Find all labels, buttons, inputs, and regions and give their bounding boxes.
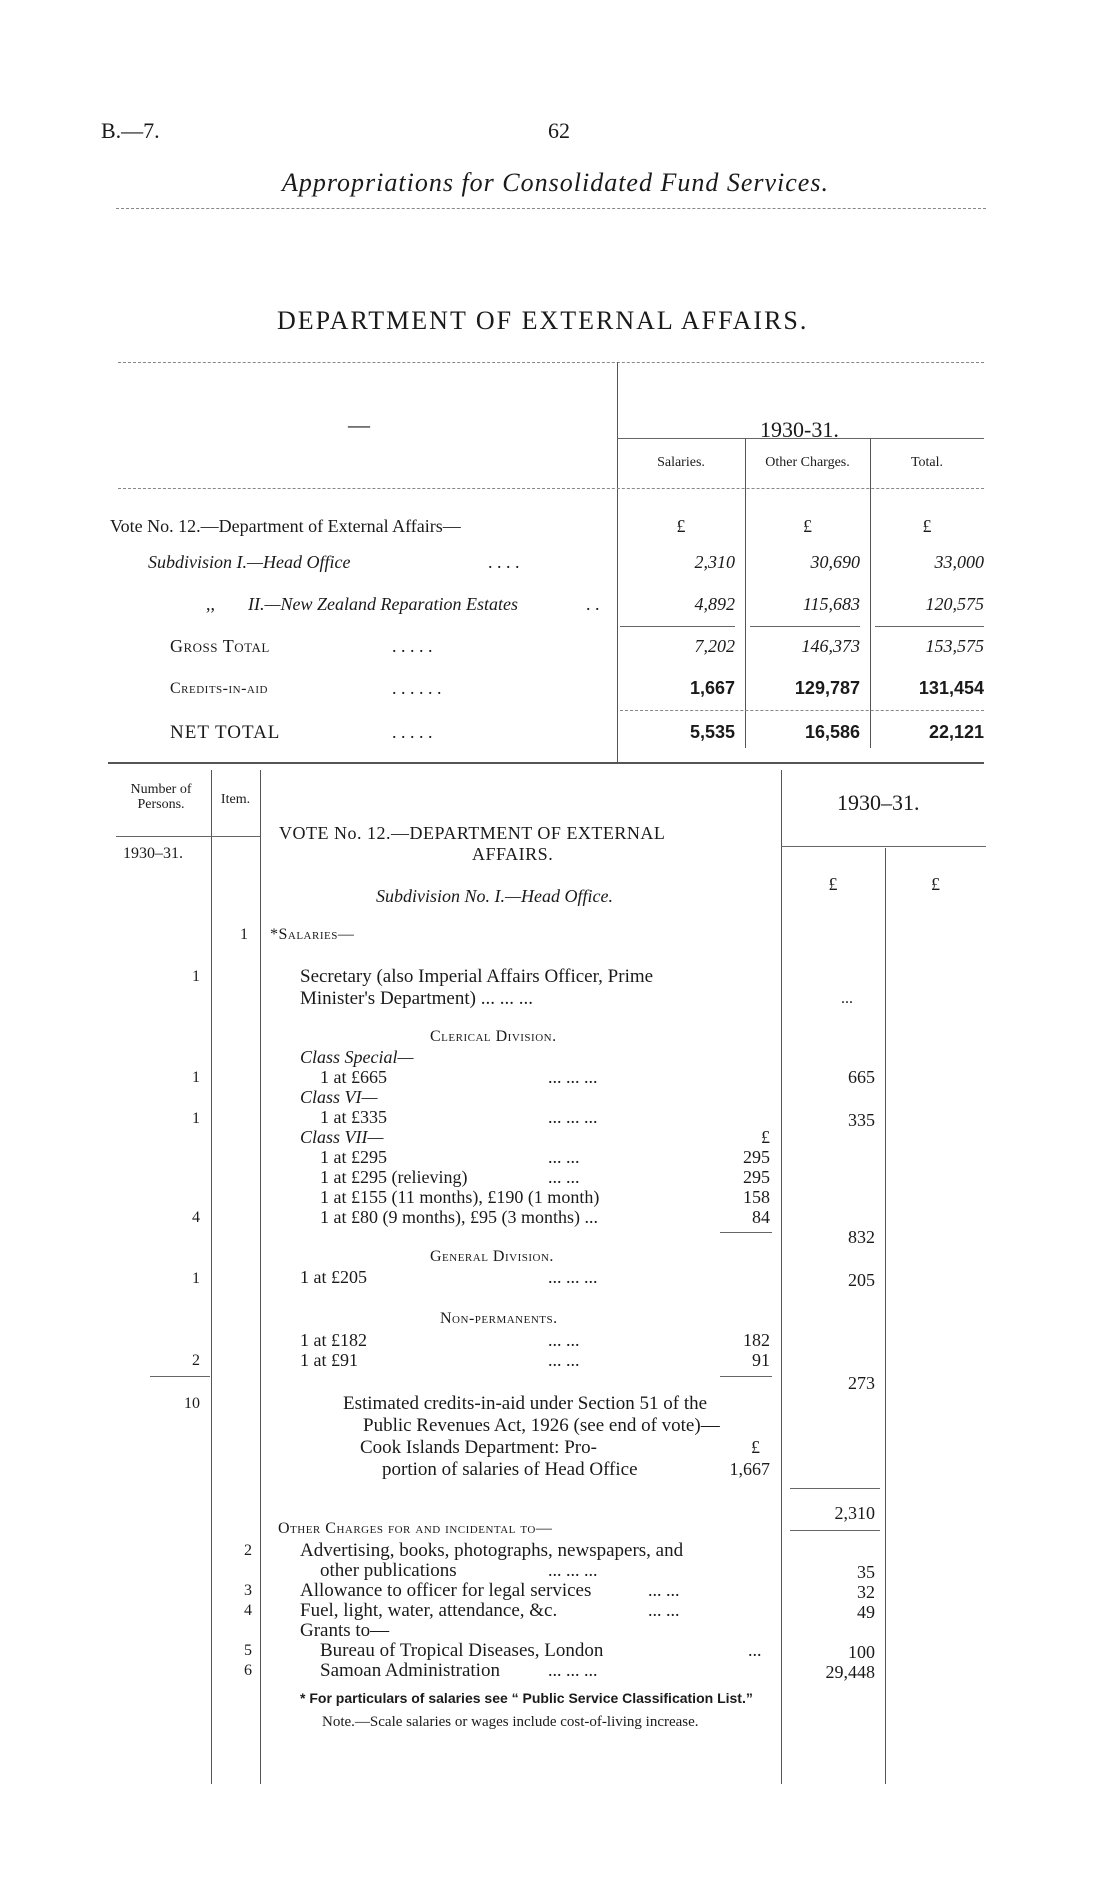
credits-text-line-2: Public Revenues Act, 1926 (see end of vote)— <box>363 1415 720 1436</box>
general-division-amount: 205 <box>848 1270 875 1290</box>
non-permanents-rule <box>720 1376 772 1377</box>
total-persons: 10 <box>184 1395 200 1412</box>
sub1-salaries: 2,310 <box>694 552 735 572</box>
dots: ... ... ... <box>548 1560 598 1580</box>
summary-dash: — <box>348 412 370 437</box>
other-item-number: 5 <box>244 1642 252 1659</box>
page-subtitle: Appropriations for Consolidated Fund Services. <box>282 168 829 197</box>
subtotal-rule <box>875 626 984 627</box>
gross-total-label: Gross Total <box>170 636 270 656</box>
credits-in-aid-label: Credits-in-aid <box>170 680 268 697</box>
general-division-line: 1 at £205 <box>300 1267 367 1287</box>
secretary-amount: ... <box>841 990 853 1007</box>
persons-col-divider <box>211 770 212 1784</box>
dots: . . <box>586 594 600 614</box>
secretary-count: 1 <box>192 968 200 985</box>
vote-title-line-2: AFFAIRS. <box>472 844 554 864</box>
net-total: 22,121 <box>928 722 984 742</box>
year-rule <box>617 438 984 439</box>
sub2-other: 115,683 <box>802 594 860 614</box>
class-vii-line: 1 at £80 (9 months), £95 (3 months) ... <box>320 1207 598 1227</box>
dots: . . . . <box>488 552 520 572</box>
credits-amount: 1,667 <box>729 1459 770 1479</box>
salaries-col-divider <box>745 438 746 748</box>
class-vi: Class VI— <box>300 1087 378 1107</box>
currency-other: £ <box>803 516 812 536</box>
page-number: 62 <box>548 118 570 143</box>
dots: ... <box>748 1640 762 1660</box>
non-permanents-heading: Non-permanents. <box>440 1310 558 1327</box>
other-col-divider <box>870 438 871 748</box>
salaries-heading: *Salaries— <box>270 926 355 943</box>
other-item-text: Grants to— <box>300 1620 390 1641</box>
subdivision-2-label: II.—New Zealand Reparation Estates <box>248 594 518 614</box>
non-permanents-total: 273 <box>848 1373 875 1393</box>
class-vii-line: 1 at £155 (11 months), £190 (1 month) <box>320 1187 600 1207</box>
subtotal-rule <box>620 626 735 627</box>
dots: . . . . . <box>392 636 433 656</box>
footnote-note: Note.—Scale salaries or wages include cost-of-living increase. <box>322 1714 699 1730</box>
salaries-total-rule <box>790 1488 880 1489</box>
credits-text-line-1: Estimated credits-in-aid under Section 51 of the <box>343 1393 708 1414</box>
persons-total-rule <box>150 1376 210 1377</box>
page-reference: B.—7. <box>101 118 160 143</box>
col-other-charges: Other Charges. <box>765 455 850 470</box>
col-item: Item. <box>220 792 251 807</box>
item-col-divider <box>260 770 261 1784</box>
credits-text-line-3: Cook Islands Department: Pro- <box>360 1437 597 1458</box>
currency-col-2: £ <box>931 874 940 894</box>
class-vii: Class VII— <box>300 1127 384 1147</box>
credits-pound: £ <box>751 1437 760 1457</box>
class-vii-amount: 295 <box>743 1167 770 1187</box>
class-vii-line: 1 at £295 <box>320 1147 387 1167</box>
dots: ... ... ... <box>548 1067 598 1087</box>
other-item-amount: 29,448 <box>825 1662 875 1682</box>
summary-top-rule <box>118 362 984 363</box>
gross-other: 146,373 <box>801 636 860 656</box>
subtotal-rule <box>750 626 860 627</box>
subdivision-1-label: Subdivision I.—Head Office <box>148 552 351 572</box>
clerical-division-heading: Clerical Division. <box>430 1028 557 1045</box>
secretary-line-1: Secretary (also Imperial Affairs Officer, Prime <box>300 966 654 987</box>
non-permanent-amount: 182 <box>743 1330 770 1350</box>
other-item-amount: 35 <box>857 1562 875 1582</box>
other-item-text: Bureau of Tropical Diseases, London <box>320 1640 604 1661</box>
class-vi-count: 1 <box>192 1110 200 1127</box>
dots: . . . . . <box>392 722 433 742</box>
dots: ... ... ... <box>548 1107 598 1127</box>
class-vii-amount: 84 <box>752 1207 770 1227</box>
subdivision-heading: Subdivision No. I.—Head Office. <box>376 886 613 906</box>
ditto-mark: ,, <box>206 594 215 614</box>
dots: ... ... ... <box>548 1660 598 1680</box>
col-salaries: Salaries. <box>657 455 705 470</box>
other-item-amount: 32 <box>857 1582 875 1602</box>
summary-year: 1930-31. <box>760 417 839 442</box>
footnote-classification: * For particulars of salaries see “ Public Service Classification List.” <box>300 1690 753 1706</box>
other-item-text: Allowance to officer for legal services <box>300 1580 592 1601</box>
salaries-total: 2,310 <box>834 1503 875 1523</box>
other-item-text: other publications <box>320 1560 457 1581</box>
other-item-text: Samoan Administration <box>320 1660 500 1681</box>
class-vii-total: 832 <box>848 1227 875 1247</box>
class-special: Class Special— <box>300 1047 414 1067</box>
non-permanents-count: 2 <box>192 1352 200 1369</box>
currency-col-1: £ <box>828 874 838 894</box>
dots: ... ... <box>548 1330 580 1350</box>
class-vii-count: 4 <box>192 1209 200 1226</box>
other-item-text: Advertising, books, photographs, newspapers, and <box>300 1540 684 1561</box>
currency-salaries: £ <box>676 516 686 536</box>
secretary-line-2: Minister's Department) ... ... ... <box>300 988 533 1009</box>
non-permanent-amount: 91 <box>752 1350 770 1370</box>
amount-col-divider-2 <box>885 848 886 1784</box>
year-right-rule <box>781 846 986 847</box>
other-item-amount: 49 <box>857 1602 875 1622</box>
credits-other: 129,787 <box>794 678 860 698</box>
other-item-amount: 100 <box>848 1642 875 1662</box>
class-vi-amount: 335 <box>848 1110 875 1130</box>
class-special-line: 1 at £665 <box>320 1067 387 1087</box>
net-other: 16,586 <box>804 722 860 742</box>
class-vii-amount: 295 <box>743 1147 770 1167</box>
class-vii-rule <box>720 1232 772 1233</box>
year-right: 1930–31. <box>837 790 920 815</box>
non-permanent-line: 1 at £91 <box>300 1350 358 1370</box>
other-charges-heading: Other Charges for and incidental to— <box>278 1520 553 1537</box>
col-number-of-persons: Number of Persons. <box>130 782 192 812</box>
sub2-total: 120,575 <box>925 594 984 614</box>
class-special-amount: 665 <box>848 1067 875 1087</box>
dots: . . . . . . <box>392 678 442 698</box>
gross-salaries: 7,202 <box>694 636 735 656</box>
other-item-text: Fuel, light, water, attendance, &c. <box>300 1600 558 1621</box>
col-total: Total. <box>910 455 944 470</box>
credits-total: 131,454 <box>918 678 984 698</box>
sub2-salaries: 4,892 <box>694 594 735 614</box>
dots: ... ... ... <box>548 1267 598 1287</box>
class-vii-amount: 158 <box>743 1187 770 1207</box>
header-rule <box>116 208 986 209</box>
gross-total: 153,575 <box>925 636 984 656</box>
department-title: DEPARTMENT OF EXTERNAL AFFAIRS. <box>277 306 809 335</box>
dots: ... ... <box>648 1580 680 1600</box>
net-rule <box>620 710 984 711</box>
salaries-total-underline <box>790 1530 880 1531</box>
other-item-number: 3 <box>244 1582 252 1599</box>
other-item-number: 6 <box>244 1662 252 1679</box>
class-vii-pound: £ <box>761 1127 770 1147</box>
general-division-heading: General Division. <box>430 1248 554 1265</box>
year-left: 1930–31. <box>123 845 183 862</box>
currency-total: £ <box>922 516 932 536</box>
dots: ... ... <box>548 1167 580 1187</box>
other-item-number: 2 <box>244 1542 252 1559</box>
general-division-count: 1 <box>192 1270 200 1287</box>
vote-title-line-1: VOTE No. 12.—DEPARTMENT OF EXTERNAL <box>279 823 666 843</box>
dots: ... ... <box>648 1600 680 1620</box>
class-special-count: 1 <box>192 1069 200 1086</box>
dots: ... ... <box>548 1147 580 1167</box>
sub1-other: 30,690 <box>810 552 860 572</box>
other-item-number: 4 <box>244 1602 252 1619</box>
dots: ... ... <box>548 1350 580 1370</box>
sub1-total: 33,000 <box>934 552 984 572</box>
persons-header-rule <box>116 836 260 837</box>
class-vii-line: 1 at £295 (relieving) <box>320 1167 468 1187</box>
header-bottom-rule <box>118 488 984 489</box>
net-salaries: 5,535 <box>689 722 735 742</box>
net-total-label: NET TOTAL <box>170 722 281 743</box>
credits-salaries: 1,667 <box>689 678 735 698</box>
vote-label: Vote No. 12.—Department of External Affairs— <box>110 516 461 536</box>
class-vi-line: 1 at £335 <box>320 1107 387 1127</box>
salaries-item-number: 1 <box>240 926 248 943</box>
non-permanent-line: 1 at £182 <box>300 1330 367 1350</box>
summary-bottom-rule <box>108 762 984 764</box>
credits-text-line-4: portion of salaries of Head Office <box>382 1459 638 1480</box>
